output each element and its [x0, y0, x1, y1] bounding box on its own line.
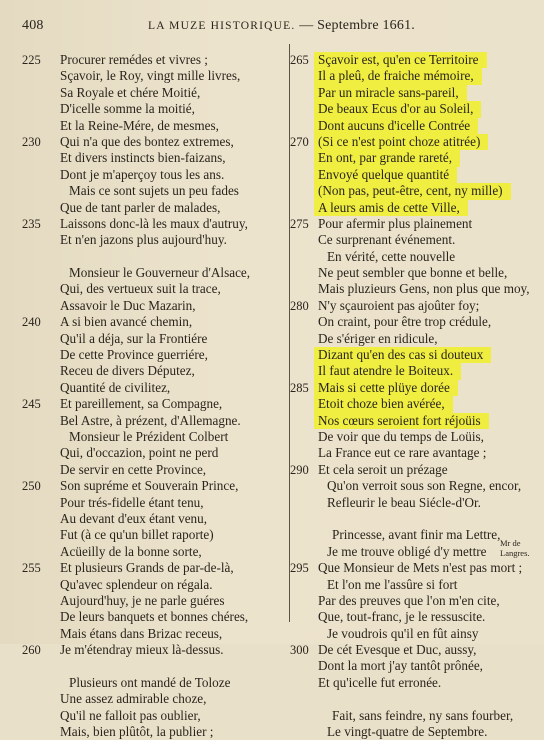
line-number: 295 [290, 561, 309, 576]
verse-line [22, 118, 284, 134]
highlighted-verse-text: En ont, par grande rareté, [314, 150, 460, 166]
verse-line [290, 560, 526, 576]
verse-line [22, 675, 284, 691]
verse-text: Sa Royale et chére Moitié, [60, 84, 201, 100]
verse-text: Fut (à ce qu'un billet raporte) [60, 527, 214, 543]
verse-line [22, 560, 284, 576]
verse-line [22, 265, 284, 281]
verse-line [22, 347, 284, 363]
margin-note-line: Mr de [500, 538, 521, 548]
verse-line [290, 167, 526, 183]
verse-line [290, 150, 526, 166]
verse-text: Je voudrois qu'il en fût ainsy [327, 625, 479, 641]
verse-line [290, 429, 526, 445]
margin-note-line: Langres. [500, 548, 530, 558]
line-number: 290 [290, 462, 309, 477]
verse-text: Mais étans dans Brizac receus, [60, 625, 223, 641]
verse-text: En vérité, cette nouvelle [327, 248, 456, 264]
verse-line [22, 462, 284, 478]
verse-line [290, 609, 526, 625]
verse-line [290, 118, 526, 134]
verse-text: Qu'avec splendeur on régala. [60, 576, 213, 592]
verse-text: Par des preuves que l'on m'en cite, [318, 592, 500, 608]
verse-text: Mais pluzieurs Gens, non plus que moy, [318, 281, 530, 297]
verse-text: Dont je m'aperçoy tous les ans. [60, 166, 225, 182]
verse-line [290, 232, 526, 248]
line-number: 265 [290, 53, 309, 67]
verse-text: Procurer remédes et vivres ; [60, 52, 208, 67]
line-number: 230 [22, 134, 41, 149]
verse-text: De leurs banquets et bonnes chéres, [60, 609, 249, 625]
verse-text: Princesse, avant finir ma Lettre, [332, 527, 501, 543]
verse-text: Que Monsieur de Mets n'est pas mort ; [318, 560, 523, 576]
verse-text: De s'ériger en ridicule, [318, 330, 438, 346]
verse-line [22, 167, 284, 183]
verse-line [22, 380, 284, 396]
line-number: 245 [22, 397, 41, 412]
highlighted-verse-text: A leurs amis de cette Ville, [314, 200, 468, 216]
verse-line [22, 298, 284, 314]
verse-line [290, 658, 526, 674]
verse-text: La France eut ce rare avantage ; [318, 445, 487, 461]
verse-line [22, 363, 284, 379]
verse-line [290, 134, 526, 150]
verse-line [22, 183, 284, 199]
verse-text: Refleurir le beau Siécle-d'Or. [327, 494, 481, 510]
verse-line [290, 52, 526, 68]
verse-line [290, 396, 526, 412]
verse-line [290, 101, 526, 117]
verse-line [22, 101, 284, 117]
line-number: 225 [22, 53, 41, 67]
verse-text: Quantité de civilitez, [60, 379, 171, 395]
line-number: 250 [22, 479, 41, 494]
page-number: 408 [22, 18, 44, 33]
verse-line [22, 150, 284, 166]
verse-text: Et pareillement, sa Compagne, [60, 396, 223, 412]
verse-text: Pour trés-fidelle étant tenu, [60, 494, 204, 510]
verse-line [290, 347, 526, 363]
verse-text: Fait, sans feindre, ny sans fourber, [332, 707, 514, 723]
verse-line [22, 544, 284, 560]
verse-line [290, 265, 526, 281]
verse-line [290, 314, 526, 330]
verse-line [22, 691, 284, 707]
stanza-gap [290, 691, 526, 707]
verse-line [290, 200, 526, 216]
verse-line [22, 577, 284, 593]
line-number: 255 [22, 561, 41, 576]
verse-text: Receu de divers Députez, [60, 363, 195, 379]
highlighted-verse-text: De beaux Ecus d'or au Soleil, [314, 101, 481, 117]
verse-text: De servir en cette Province, [60, 461, 207, 477]
verse-line [290, 363, 526, 379]
verse-text: Son supréme et Souverain Prince, [60, 478, 239, 494]
verse-text: Qu'il ne falloit pas oublier, [60, 707, 201, 723]
verse-line [22, 396, 284, 412]
verse-text: N'y sçauroient pas ajoûter foy; [318, 297, 480, 313]
highlighted-verse-text: Mais si cette plüye dorée [314, 380, 458, 396]
verse-text: Sçavoir, le Roy, vingt mille livres, [60, 68, 241, 84]
running-title [148, 18, 415, 34]
line-number: 300 [290, 643, 309, 658]
verse-text: Et n'en jazons plus aujourd'huy. [60, 232, 227, 248]
verse-line [290, 445, 526, 461]
verse-line [290, 85, 526, 101]
verse-text: Et l'on me l'assûre si fort [327, 576, 458, 592]
verse-line [22, 232, 284, 248]
stanza-gap [22, 249, 284, 265]
verse-line [22, 134, 284, 150]
verse-text: De voir que du temps de Loüis, [318, 428, 484, 444]
verse-text: Acüeilly de la bonne sorte, [60, 543, 202, 559]
verse-text: Assavoir le Duc Mazarin, [60, 297, 196, 313]
verse-line [22, 478, 284, 494]
left-column [22, 52, 284, 740]
line-number: 260 [22, 643, 41, 658]
verse-line [22, 429, 284, 445]
verse-line [290, 413, 526, 429]
highlighted-verse-text: Envoyé quelque quantité [314, 167, 457, 183]
verse-text: Mais, bien plûtôt, la publier ; [60, 724, 214, 740]
running-header [22, 18, 524, 38]
verse-line [22, 609, 284, 625]
verse-line [290, 216, 526, 232]
verse-text: Et divers instincts bien-faizans, [60, 150, 226, 166]
verse-line [22, 216, 284, 232]
verse-line [290, 495, 526, 511]
verse-line [290, 527, 526, 543]
verse-text: A si bien avancé chemin, [60, 314, 193, 330]
verse-line [290, 708, 526, 724]
verse-line [290, 331, 526, 347]
verse-line [22, 593, 284, 609]
verse-text: De cét Evesque et Duc, aussy, [318, 642, 477, 658]
verse-line [290, 626, 526, 642]
verse-line [290, 478, 526, 494]
verse-text: Qui n'a que des bontez extremes, [60, 133, 234, 149]
verse-text: Une assez admirable choze, [60, 691, 207, 707]
verse-text: Pour afermir plus plainement [318, 215, 473, 231]
line-number: 275 [290, 216, 309, 231]
verse-line [22, 200, 284, 216]
verse-text: Aujourd'huy, je ne parle guéres [60, 592, 225, 608]
verse-line [290, 183, 526, 199]
verse-line [290, 249, 526, 265]
verse-text: Et qu'icelle fut erronée. [318, 674, 442, 690]
verse-line [22, 511, 284, 527]
verse-text: Qu'on verroit sous son Regne, encor, [327, 478, 522, 494]
verse-text: Ce surprenant événement. [318, 232, 456, 248]
highlighted-verse-text: Dont aucuns d'icelle Contrée [314, 118, 478, 134]
line-number: 270 [290, 134, 309, 149]
verse-line [22, 495, 284, 511]
verse-text: On craint, pour être trop crédule, [318, 314, 492, 330]
line-number: 240 [22, 315, 41, 330]
verse-line [22, 281, 284, 297]
verse-line [290, 68, 526, 84]
verse-text: Et la Reine-Mére, de mesmes, [60, 117, 219, 133]
line-number: 235 [22, 216, 41, 231]
verse-line [22, 527, 284, 543]
verse-text: Qu'il a déja, sur la Frontiére [60, 330, 208, 346]
verse-line [22, 626, 284, 642]
verse-text: Je m'étendray mieux là-dessus. [60, 642, 224, 658]
verse-text: Bel Astre, à prézent, d'Allemagne. [60, 412, 241, 428]
verse-text: Au devant d'eux étant venu, [60, 510, 208, 526]
verse-line [290, 675, 526, 691]
verse-text: Laissons donc-là les maux d'autruy, [60, 215, 248, 231]
verse-line [290, 462, 526, 478]
verse-line [290, 642, 526, 658]
verse-text: Que, tout-franc, je le ressuscite. [318, 609, 486, 625]
line-number: 280 [290, 298, 309, 313]
verse-line [290, 380, 526, 396]
line-number: 285 [290, 380, 309, 395]
verse-line [290, 593, 526, 609]
verse-line [290, 544, 526, 560]
verse-line [22, 445, 284, 461]
verse-line [290, 298, 526, 314]
verse-text: Et cela seroit un prézage [318, 461, 448, 477]
verse-text: Mais ce sont sujets un peu fades [69, 183, 239, 199]
verse-line [290, 577, 526, 593]
verse-text: Monsieur le Gouverneur d'Alsace, [69, 265, 251, 281]
verse-line [290, 724, 526, 740]
highlighted-verse-text: Dizant qu'en des cas si douteux [314, 347, 491, 363]
verse-line [22, 708, 284, 724]
stanza-gap [290, 511, 526, 527]
verse-text: Qui, d'occazion, point ne perd [60, 445, 219, 461]
verse-text: Plusieurs ont mandé de Toloze [69, 674, 231, 690]
highlighted-verse-text: Il a pleû, de fraiche mémoire, [314, 68, 482, 84]
verse-line [22, 724, 284, 740]
verse-line [22, 314, 284, 330]
right-column [290, 52, 530, 740]
issue-date: — Septembre 1661. [295, 18, 415, 33]
verse-text: Qui, des vertueux suit la trace, [60, 281, 221, 297]
verse-text: De cette Province guerriére, [60, 347, 208, 363]
verse-line [22, 52, 284, 68]
highlighted-verse-text: (Si ce n'est point choze atitrée) [314, 134, 488, 150]
highlighted-verse-text: Sçavoir est, qu'en ce Territoire [314, 52, 487, 68]
verse-text: Le vingt-quatre de Septembre. [327, 724, 488, 740]
verse-text: Ne peut sembler que bonne et belle, [318, 265, 508, 281]
highlighted-verse-text: (Non pas, peut-être, cent, ny mille) [314, 183, 511, 199]
verse-text: D'icelle somme la moitié, [60, 101, 195, 117]
stanza-gap [22, 658, 284, 674]
verse-text: Que de tant parler de malades, [60, 199, 221, 215]
verse-text: Je me trouve obligé d'y mettre [327, 543, 487, 559]
verse-line [22, 331, 284, 347]
verse-line [290, 281, 530, 297]
margin-note [500, 538, 540, 558]
verse-text: Et plusieurs Grands de par-de-là, [60, 560, 234, 576]
journal-title: LA MUZE HISTORIQUE. [148, 20, 296, 32]
highlighted-verse-text: Etoit choze bien avérée, [314, 396, 453, 412]
verse-line [22, 413, 284, 429]
verse-line [22, 642, 284, 658]
highlighted-verse-text: Nos cœurs seroient fort réjoüis [314, 413, 489, 429]
highlighted-verse-text: Il faut atendre le Boiteux. [314, 363, 461, 379]
verse-line [22, 68, 284, 84]
verse-line [22, 85, 284, 101]
verse-text: Dont la mort j'ay tantôt prônée, [318, 658, 483, 674]
verse-text: Monsieur le Prézident Colbert [69, 428, 229, 444]
highlighted-verse-text: Par un miracle sans-pareil, [314, 85, 467, 101]
